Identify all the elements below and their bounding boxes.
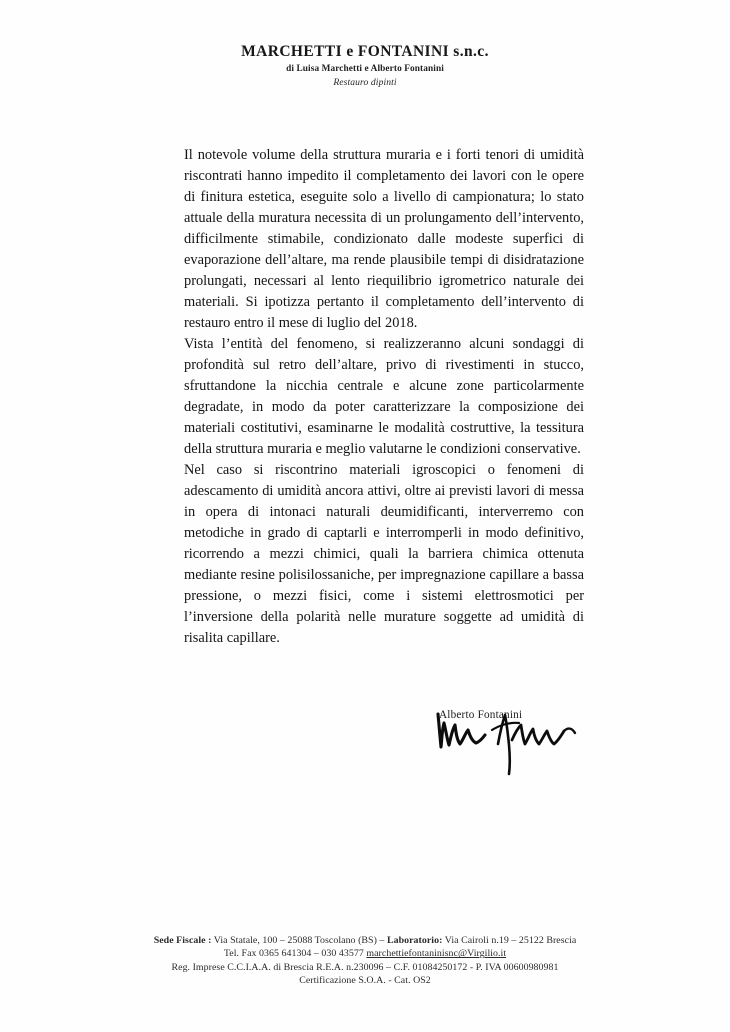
footer-phone: Tel. Fax 0365 641304 – 030 43577 [223,948,364,960]
footer-certification: Certificazione S.O.A. - Cat. OS2 [299,975,431,987]
signature-block [420,700,610,780]
footer-fiscal-label: Sede Fiscale : [153,935,212,946]
footer-addresses [0,934,730,947]
body-paragraph-2: Vista l’entità del fenomeno, si realizzeranno alcuni sondaggi di profondità sul retro dell’altare, privo di rivestimenti in stucco, sfruttandone la nicchia centrale e alcune zone particolarmente degradate, in modo da poter caratterizzare la composizione dei materiali costitutivi, esaminarne le modalità costruttive, la tessitura della struttura muraria e meglio valutarne le condizioni conservative. [184,336,584,457]
footer-contact [0,947,730,960]
letter-body [184,145,584,649]
company-name: MARCHETTI e FONTANINI s.n.c. [241,43,489,60]
letterhead [0,42,730,88]
company-tagline: Restauro dipinti [333,77,397,89]
company-partners: di Luisa Marchetti e Alberto Fontanini [286,64,444,75]
footer-email-link[interactable]: marchettiefontaninisnc@Virgilio.it [366,948,507,960]
footer-fiscal-address: Via Statale, 100 – 25088 Toscolano (BS) – [211,935,387,946]
signature-printed-name: Alberto Fontanini [439,709,523,721]
footer-lab-label: Laboratorio: [386,935,443,946]
body-paragraph-1: Il notevole volume della struttura muraria e i forti tenori di umidità riscontrati hanno impedito il completamento dei lavori con le opere di finitura estetica, eseguite solo a livello di campionatura; lo stato attuale della muratura necessita di un prolungamento dell’intervento, difficilmente stimabile, condizionato dalle modeste superfici di evaporazione dell’altare, ma rende plausibile tempi di disidratazione prolungati, necessari al lento riequilibrio igrometrico naturale dei materiali. Si ipotizza pertanto il completamento dell’intervento di restauro entro il mese di luglio del 2018. [184,147,584,331]
footer [0,934,730,988]
footer-lab-address: Via Cairoli n.19 – 25122 Brescia [442,935,577,946]
body-paragraph-3: Nel caso si riscontrino materiali igroscopici o fenomeni di adescamento di umidità ancora attivi, oltre ai previsti lavori di messa in opera di intonaci naturali deumidificanti, interverremo con metodiche in grado di captarli e interromperli in modo definitivo, ricorrendo a mezzi chimici, quali la barriera chimica ottenuta mediante resine polisilossaniche, per impregnazione capillare a bassa pressione, o mezzi fisici, come i sistemi elettrosmotici per l’inversione della polarità nelle murature soggette ad umidità di risalita capillare. [184,462,584,646]
footer-registration: Reg. Imprese C.C.I.A.A. di Brescia R.E.A. n.230096 – C.F. 01084250172 - P. IVA 00600980981 [171,961,559,973]
